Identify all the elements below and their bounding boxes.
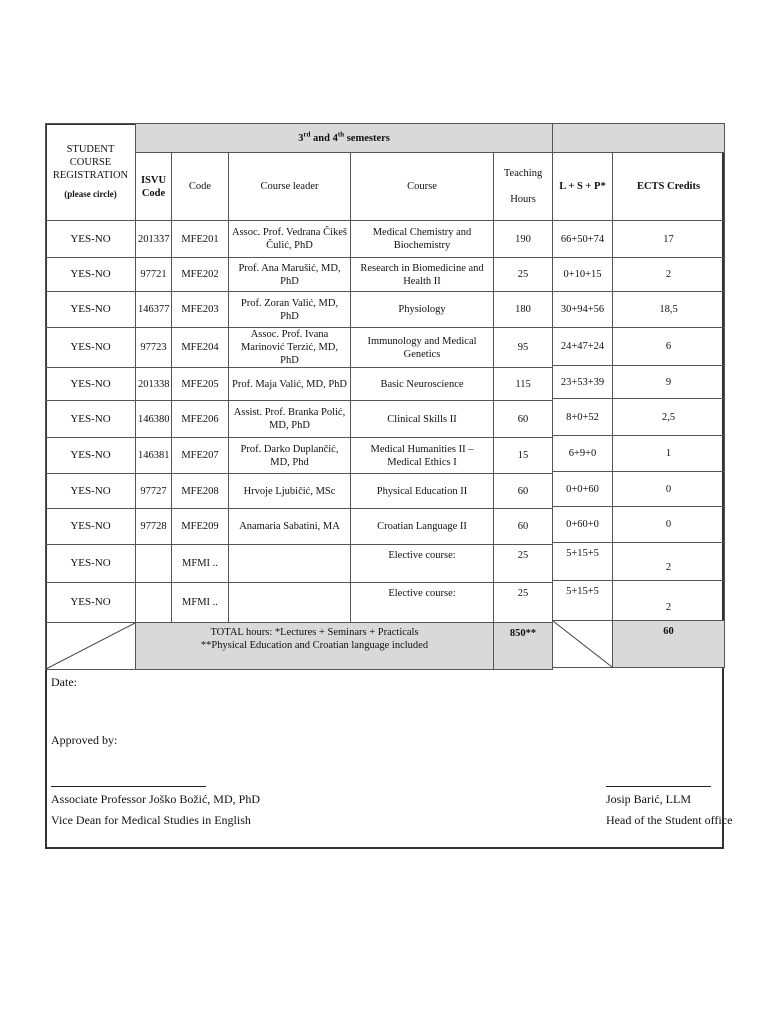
isvu-code: 201337: [136, 221, 172, 258]
course-leader: Assoc. Prof. Vedrana Čikeš Čulić, PhD: [229, 221, 351, 258]
registration-choice[interactable]: YES-NO: [46, 292, 136, 328]
course-row: [46, 221, 553, 258]
course-name: Basic Neuroscience: [351, 368, 494, 401]
total-ects: 60: [613, 621, 725, 668]
ects-credits: 2: [613, 581, 725, 621]
lsp-breakdown: 0+0+60: [553, 472, 613, 507]
course-code: MFE206: [172, 401, 229, 438]
course-name: Elective course:: [351, 583, 494, 623]
course-leader: Hrvoje Ljubičić, MSc: [229, 474, 351, 509]
registration-choice[interactable]: YES-NO: [46, 221, 136, 258]
course-code: MFE207: [172, 438, 229, 474]
right-signatory-name: Josip Barić, LLM: [606, 792, 691, 806]
course-credit-row: [553, 399, 725, 436]
teaching-hours: 60: [494, 401, 553, 438]
col-header-code: Code: [172, 153, 229, 221]
isvu-code: [136, 583, 172, 623]
ects-credits: 0: [613, 472, 725, 507]
col-header-course: Course: [351, 153, 494, 221]
registration-hint: (please circle): [64, 189, 117, 199]
course-leader: Prof. Ana Marušić, MD, PhD: [229, 258, 351, 292]
lsp-breakdown: 0+10+15: [553, 258, 613, 292]
total-line-1: TOTAL hours: *Lectures + Seminars + Practicals: [210, 627, 419, 638]
left-signatory-name: Associate Professor Joško Božić, MD, PhD: [51, 792, 260, 806]
course-leader: Prof. Darko Duplančić, MD, Phd: [229, 438, 351, 474]
lsp-breakdown: 0+60+0: [553, 507, 613, 543]
ects-credits: 2: [613, 543, 725, 581]
course-credit-row: [553, 507, 725, 543]
course-row: [46, 328, 553, 368]
registration-header: [46, 124, 136, 221]
left-signatory-title: Vice Dean for Medical Studies in English: [51, 813, 251, 827]
lsp-breakdown: 24+47+24: [553, 328, 613, 366]
teaching-hours: 60: [494, 474, 553, 509]
course-code: MFE208: [172, 474, 229, 509]
course-row: [46, 583, 553, 623]
total-description: [136, 623, 494, 670]
course-row: [46, 438, 553, 474]
course-code: MFE202: [172, 258, 229, 292]
col-header-hours: Teaching Hours: [494, 153, 553, 221]
approved-by-label: Approved by:: [51, 733, 118, 747]
lsp-breakdown: 8+0+52: [553, 399, 613, 436]
diagonal-line: [46, 623, 135, 669]
course-credit-row: [553, 581, 725, 621]
course-code: MFE201: [172, 221, 229, 258]
isvu-code: 146381: [136, 438, 172, 474]
course-row: [46, 292, 553, 328]
course-credit-row: [553, 543, 725, 581]
col-header-lsp: L + S + P*: [553, 153, 613, 221]
course-row: [46, 474, 553, 509]
left-signature-line: [51, 786, 206, 787]
course-credit-row: [553, 258, 725, 292]
lsp-breakdown: 30+94+56: [553, 292, 613, 328]
ects-credits: 1: [613, 436, 725, 472]
registration-choice[interactable]: YES-NO: [46, 583, 136, 623]
semesters-header: 3rd and 4th semesters: [136, 124, 553, 153]
ects-credits: 9: [613, 366, 725, 399]
col-header-leader: Course leader: [229, 153, 351, 221]
course-leader: [229, 583, 351, 623]
teaching-hours: 115: [494, 368, 553, 401]
course-credit-row: [553, 221, 725, 258]
teaching-hours: 190: [494, 221, 553, 258]
total-line-2: **Physical Education and Croatian language included: [200, 640, 429, 651]
right-signature-line: [606, 786, 711, 787]
registration-choice[interactable]: YES-NO: [46, 545, 136, 583]
ects-credits: 2,5: [613, 399, 725, 436]
course-code: MFE204: [172, 328, 229, 368]
total-diagonal-cell: [46, 623, 136, 670]
diagonal-line: [553, 621, 612, 667]
registration-title: STUDENT COURSE REGISTRATION: [52, 144, 129, 181]
total-lsp-diagonal-cell: [553, 621, 613, 668]
lsp-breakdown: 6+9+0: [553, 436, 613, 472]
total-row: [46, 623, 553, 670]
course-leader: [229, 545, 351, 583]
ects-credits: 6: [613, 328, 725, 366]
total-hours: 850**: [494, 623, 553, 670]
teaching-hours: 95: [494, 328, 553, 368]
lsp-breakdown: 5+15+5: [553, 581, 613, 621]
registration-choice[interactable]: YES-NO: [46, 328, 136, 368]
ects-credits: 0: [613, 507, 725, 543]
isvu-code: 97728: [136, 509, 172, 545]
course-credit-row: [553, 366, 725, 399]
course-credit-row: [553, 292, 725, 328]
course-row: [46, 545, 553, 583]
course-name: Clinical Skills II: [351, 401, 494, 438]
course-leader: Prof. Maja Valić, MD, PhD: [229, 368, 351, 401]
course-name: Croatian Language II: [351, 509, 494, 545]
lsp-breakdown: 23+53+39: [553, 366, 613, 399]
course-name: Medical Chemistry and Biochemistry: [351, 221, 494, 258]
date-label: Date:: [51, 675, 77, 689]
registration-choice[interactable]: YES-NO: [46, 368, 136, 401]
isvu-code: 201338: [136, 368, 172, 401]
teaching-hours: 25: [494, 583, 553, 623]
course-row: [46, 258, 553, 292]
registration-choice[interactable]: YES-NO: [46, 258, 136, 292]
course-code: MFMI ..: [172, 583, 229, 623]
course-leader: Prof. Zoran Valić, MD, PhD: [229, 292, 351, 328]
course-name: Medical Humanities II – Medical Ethics I: [351, 438, 494, 474]
teaching-hours: 60: [494, 509, 553, 545]
course-leader: Anamaria Sabatini, MA: [229, 509, 351, 545]
ects-credits: 2: [613, 258, 725, 292]
ects-credits: 18,5: [613, 292, 725, 328]
course-code: MFE209: [172, 509, 229, 545]
isvu-code: [136, 545, 172, 583]
course-credit-row: [553, 472, 725, 507]
teaching-hours: 25: [494, 258, 553, 292]
course-leader: Assoc. Prof. Ivana Marinović Terzić, MD, PhD: [229, 328, 351, 368]
isvu-code: 97723: [136, 328, 172, 368]
course-name: Immunology and Medical Genetics: [351, 328, 494, 368]
isvu-code: 97727: [136, 474, 172, 509]
semesters-header-continued: [553, 124, 725, 153]
course-code: MFE203: [172, 292, 229, 328]
isvu-code: 146380: [136, 401, 172, 438]
teaching-hours: 25: [494, 545, 553, 583]
course-row: [46, 509, 553, 545]
course-code: MFE205: [172, 368, 229, 401]
right-signatory-title: Head of the Student office: [606, 813, 733, 827]
total-credit-row: [553, 621, 725, 668]
registration-choice[interactable]: YES-NO: [46, 474, 136, 509]
registration-choice[interactable]: YES-NO: [46, 401, 136, 438]
course-name: Physical Education II: [351, 474, 494, 509]
course-leader: Assist. Prof. Branka Polić, MD, PhD: [229, 401, 351, 438]
isvu-code: 146377: [136, 292, 172, 328]
isvu-code: 97721: [136, 258, 172, 292]
lsp-breakdown: 5+15+5: [553, 543, 613, 581]
course-registration-table: [45, 123, 553, 670]
course-name: Research in Biomedicine and Health II: [351, 258, 494, 292]
lsp-breakdown: 66+50+74: [553, 221, 613, 258]
col-header-isvu: ISVU Code: [136, 153, 172, 221]
teaching-hours: 15: [494, 438, 553, 474]
ects-credits: 17: [613, 221, 725, 258]
course-credit-row: [553, 328, 725, 366]
teaching-hours: 180: [494, 292, 553, 328]
course-name: Elective course:: [351, 545, 494, 583]
course-name: Physiology: [351, 292, 494, 328]
registration-choice[interactable]: YES-NO: [46, 509, 136, 545]
course-credit-row: [553, 436, 725, 472]
course-row: [46, 401, 553, 438]
course-row: [46, 368, 553, 401]
registration-choice[interactable]: YES-NO: [46, 438, 136, 474]
course-credits-table: [552, 123, 725, 668]
col-header-ects: ECTS Credits: [613, 153, 725, 221]
course-code: MFMI ..: [172, 545, 229, 583]
